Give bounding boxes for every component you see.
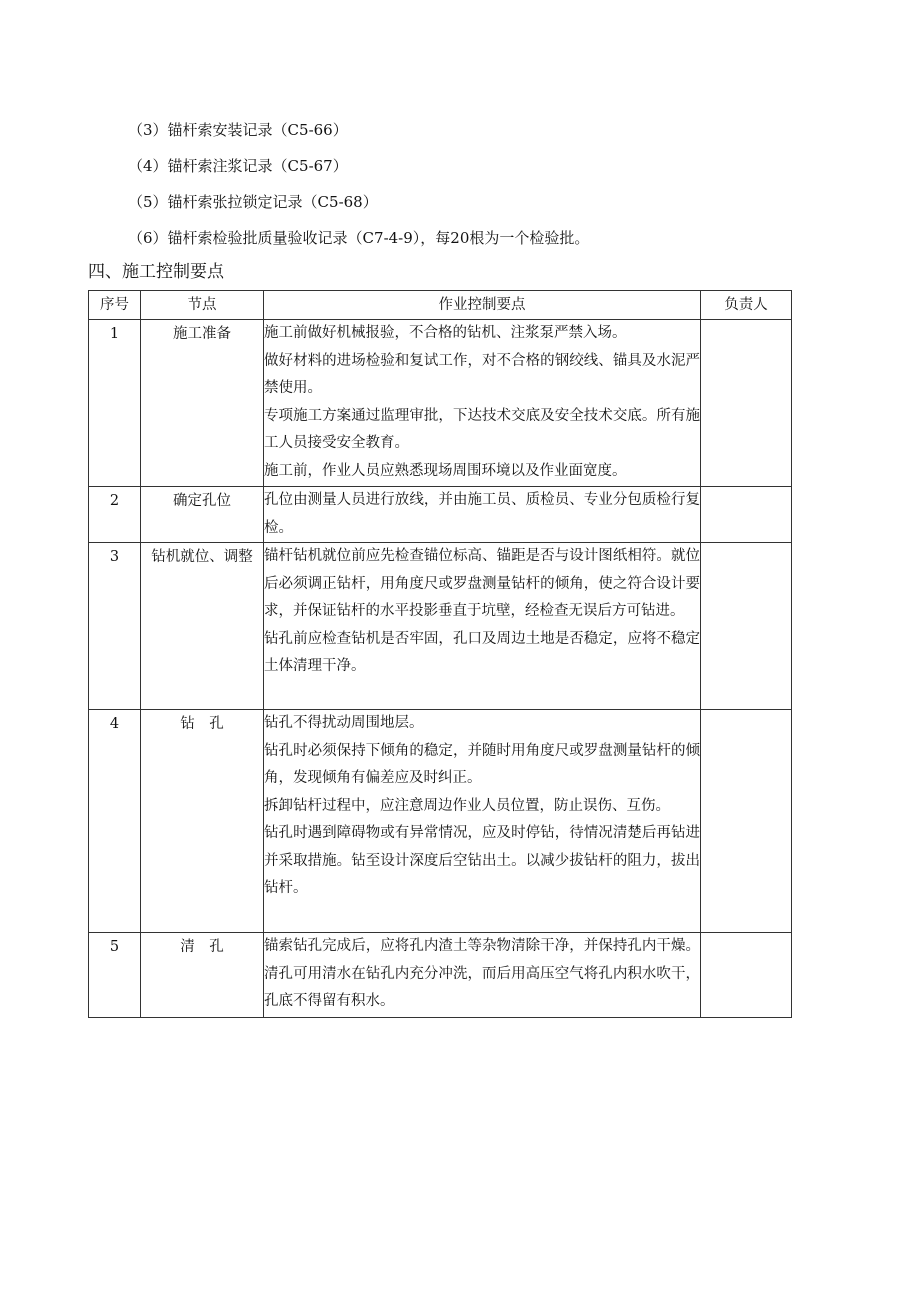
row-requirements [264,320,701,487]
header-requirements: 作业控制要点 [264,291,701,320]
requirement-text: 施工前做好机械报验，不合格的钻机、注浆泵严禁入场。 [264,325,627,341]
row-seq: 2 [89,487,141,543]
header-owner: 负责人 [701,291,792,320]
row-owner [701,933,792,1018]
row-owner [701,487,792,543]
requirement-text: 做好材料的进场检验和复试工作，对不合格的钢绞线、锚具及水泥严禁使用。 [264,352,700,396]
row-node: 确定孔位 [141,487,264,543]
requirement-text: 钻孔时必须保持下倾角的稳定，并随时用角度尺或罗盘测量钻杆的倾角，发现倾角有偏差应及时纠正。 [264,742,700,786]
header-node: 节点 [141,291,264,320]
row-requirements [264,933,701,1018]
table-row [89,933,792,1018]
requirement-text: 钻孔不得扰动周围地层。 [264,715,424,731]
row-owner [701,320,792,487]
row-requirements [264,543,701,710]
row-seq: 5 [89,933,141,1018]
table-row [89,320,792,487]
requirement-text: 专项施工方案通过监理审批，下达技术交底及安全技术交底。所有施工人员接受安全教育。 [264,407,700,451]
requirement-text: 锚索钻孔完成后，应将孔内渣土等杂物清除干净，并保持孔内干燥。清孔可用清水在钻孔内充分冲洗，而后用高压空气将孔内积水吹干，孔底不得留有积水。 [264,938,700,1009]
row-node: 施工准备 [141,320,264,487]
requirement-text: 孔位由测量人员进行放线，并由施工员、质检员、专业分包质检行复检。 [264,492,700,536]
list-item: （4）锚杆索注浆记录（C5-67） [128,157,348,175]
table-row [89,710,792,933]
control-points-table [88,290,792,1018]
list-item: （5）锚杆索张拉锁定记录（C5-68） [128,193,378,211]
header-seq: 序号 [89,291,141,320]
table-header-row [89,291,792,320]
table-row [89,487,792,543]
requirement-text: 施工前，作业人员应熟悉现场周围环境以及作业面宽度。 [264,462,627,479]
row-seq: 1 [89,320,141,487]
requirement-text: 锚杆钻机就位前应先检查锚位标高、锚距是否与设计图纸相符。就位后必须调正钻杆，用角度尺或罗盘测量钻杆的倾角，使之符合设计要求，并保证钻杆的水平投影垂直于坑壁，经检查无误后方可钻进。 [264,548,700,619]
requirement-text: 拆卸钻杆过程中，应注意周边作业人员位置，防止误伤、互伤。 [264,797,670,814]
row-owner [701,543,792,710]
list-item: （6）锚杆索检验批质量验收记录（C7-4-9），每20根为一个检验批。 [128,229,590,247]
list-item: （3）锚杆索安装记录（C5-66） [128,121,348,139]
inspection-record-list [128,112,828,256]
row-node: 清 孔 [141,933,264,1018]
requirement-text: 钻孔时遇到障碍物或有异常情况，应及时停钻，待情况清楚后再钻进并采取措施。钻至设计深度后空钻出土。以减少拔钻杆的阻力，拔出钻杆。 [264,825,700,896]
row-node: 钻 孔 [141,710,264,933]
row-owner [701,710,792,933]
row-seq: 3 [89,543,141,710]
row-requirements [264,710,701,933]
row-node: 钻机就位、调整 [141,543,264,710]
section-title: 四、施工控制要点 [88,262,224,282]
requirement-text: 钻孔前应检查钻机是否牢固，孔口及周边土地是否稳定，应将不稳定土体清理干净。 [264,630,700,674]
row-requirements [264,487,701,543]
row-seq: 4 [89,710,141,933]
table-row [89,543,792,710]
